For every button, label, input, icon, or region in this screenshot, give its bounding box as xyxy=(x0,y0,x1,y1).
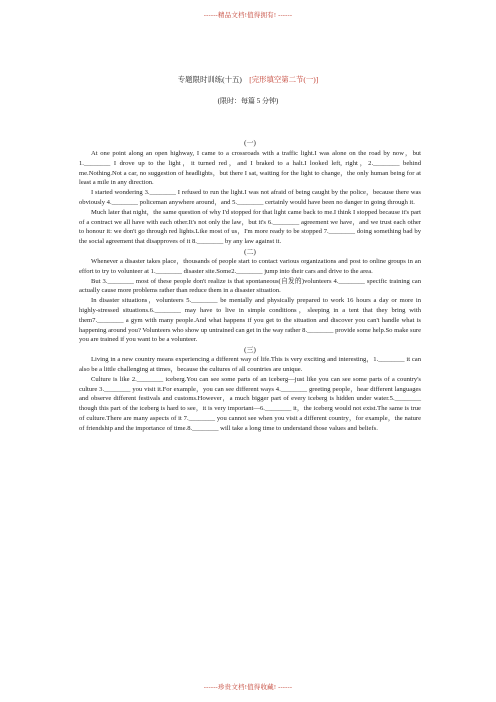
title-sub: [完形填空第二节(一)] xyxy=(249,75,319,84)
document-body xyxy=(79,138,421,434)
header-banner: ------精品文档!值得拥有! ------ xyxy=(203,12,293,19)
page-title xyxy=(0,74,496,85)
section-label: (一) xyxy=(244,139,256,147)
paragraph: Culture is like 2.________ iceberg.You can see some parts of an iceberg—just like you can see some parts of a country's culture 3.________ you visit it.For example，you can see different ways 4.________ greeting people，hear different languages and observe different festivals and customs.However，a much bigger part of every iceberg is hidden under water.5.________ though this part of the iceberg is hard to see，it is very important—6.________ it，the iceberg would not exist.The same is true of culture.There are many aspects of it 7.________ you cannot see when you visit a different country，for example，the nature of friendship and the importance of time.8.________ will take a long time to understand those values and beliefs. xyxy=(79,375,421,432)
footer-banner: ------珍贵文档!值得收藏! ------ xyxy=(203,684,293,691)
paragraph: I started wondering 3.________ I refused to run the light.I was not afraid of being caught by the police，because there was obviously 4.________ policeman anywhere around，and 5.________ certainly would have been no danger in going through it. xyxy=(79,189,421,206)
paragraph: In disaster situations，volunteers 5.________ be mentally and physically prepared to work 16 hours a day or more in highly-stressed situations.6.________ may have to live in simple conditions，sleeping in a tent that they bring with them7.________ a gym with many people.And what happens if you get to the situation and discover you can't handle what is happening around you? Volunteers who show up untrained can get in the way rather 8.________ provide some help.So make sure you are trained if you want to be a volunteer. xyxy=(79,297,422,344)
paragraph: But 3.________ most of these people don't realize is that spontaneous(自发的)volunteers 4.________ specific training can actually cause more problems rather than reduce them in a disaster situation. xyxy=(79,277,421,295)
section-label: (二) xyxy=(244,247,256,256)
paragraph: Whenever a disaster takes place，thousands of people start to contact various organizations and post to online groups in an effort to try to volunteer at 1.________ disaster site.Some2.________ jump into their cars and drive to the area. xyxy=(79,257,421,275)
paragraph: At one point along an open highway, I came to a crossroads with a traffic light.I was alone on the road by now，but 1.________ I drove up to the light，it turned red，and I braked to a halt.I looked left, right，2.________ behind me.Nothing.Not a car, no suggestion of headlights，but there I sat, waiting for the light to change，the only human being for at least a mile in any direction. xyxy=(79,150,421,187)
paragraph: Living in a new country means experiencing a different way of life.This is very exciting and interesting，1.________ it can also be a little challenging at times，because the cultures of all countries are unique. xyxy=(79,356,421,373)
title-main: 专题限时训练(十五) xyxy=(177,75,242,84)
paragraph: Much later that night，the same question of why I'd stopped for that light came back to me.I think I stopped because it's part of a contract we all have with each other.It's not only the law，but it's 6.________ agreement we have，and we trust each other to honour it: we don't go through red lights.Like most of us，I'm more ready to be stopped 7.________ doing something bad by the social agreement that disapproves of it 8.________ by any law against it. xyxy=(79,208,421,246)
time-limit: (限时：每篇 5 分钟) xyxy=(217,97,279,105)
section-label: (三) xyxy=(244,346,256,355)
